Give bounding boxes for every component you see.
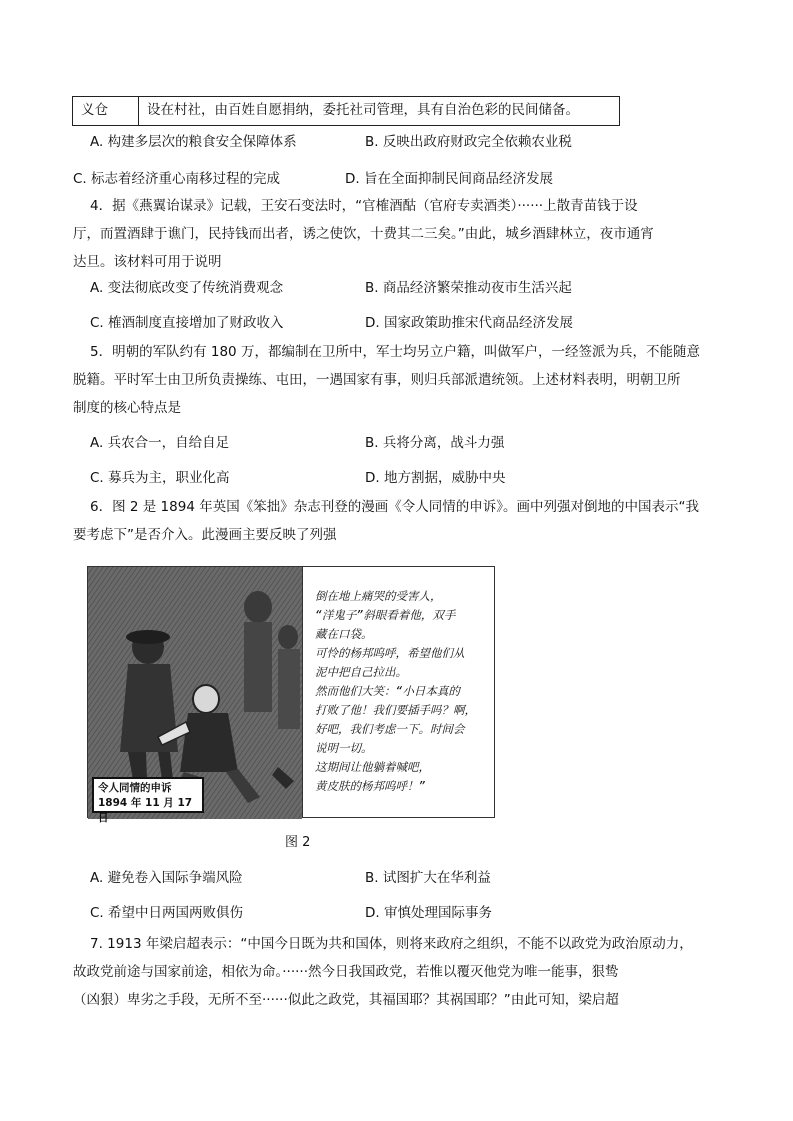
q6-option-b: B. 试图扩大在华利益 (365, 870, 491, 886)
table-desc-cell: 设在村社，由百姓自愿捐纳，委托社司管理，具有自治色彩的民间储备。 (147, 102, 579, 118)
granary-table-row (72, 96, 620, 126)
q3-option-b: B. 反映出政府财政完全依赖农业税 (365, 134, 572, 150)
q6-option-d: D. 审慎处理国际事务 (365, 905, 492, 921)
cartoon-poem-line: 打败了他！我们要插手吗？啊， (315, 703, 476, 717)
q7-stem-line1: 7. 1913 年梁启超表示：“中国今日既为共和国体，则将来政府之组织，不能不以政党为政治原动力， (90, 936, 693, 952)
q3-option-a: A. 构建多层次的粮食安全保障体系 (90, 134, 297, 150)
q5-option-d: D. 地方割据，威胁中央 (365, 470, 506, 486)
q4-stem-line2: 厅，而置酒肆于谯门，民持钱而出者，诱之使饮，十费其二三矣。”由此，城乡酒肆林立，夜市通宵 (73, 226, 654, 242)
cartoon-poem-line: 好吧，我们考虑一下。时间会 (315, 722, 465, 736)
cartoon-poem-line: 黄皮肤的杨邦呜呼！” (315, 779, 426, 793)
q4-stem-line3: 达旦。该材料可用于说明 (73, 254, 222, 270)
figure-label: 图 2 (285, 835, 311, 850)
q3-option-d: D. 旨在全面抑制民间商品经济发展 (345, 171, 553, 187)
cartoon-poem-line: 然而他们大笑：“小日本真的 (315, 684, 460, 698)
table-term-cell: 义仓 (73, 97, 139, 125)
cartoon-caption-date: 1894 年 11 月 17 日 (98, 797, 193, 824)
q4-option-c: C. 榷酒制度直接增加了财政收入 (90, 315, 284, 331)
q5-option-c: C. 募兵为主，职业化高 (90, 470, 230, 486)
q4-option-d: D. 国家政策助推宋代商品经济发展 (365, 315, 573, 331)
cartoon-poem-line: 泥中把自己拉出。 (315, 665, 407, 679)
q5-stem-line2: 脱籍。平时军士由卫所负责操练、屯田，一遇国家有事，则归兵部派遣统领。上述材料表明，明朝卫所 (73, 372, 681, 388)
q6-option-a: A. 避免卷入国际争端风险 (90, 870, 243, 886)
cartoon-illustration (88, 567, 303, 824)
cartoon-caption-box (92, 777, 204, 824)
q5-option-a: A. 兵农合一，自给自足 (90, 435, 230, 451)
q6-stem-line2: 要考虑下”是否介入。此漫画主要反映了列强 (73, 527, 337, 543)
cartoon-poem-line: “洋鬼子”斜眼看着他，双手 (315, 608, 456, 622)
cartoon-poem-line: 可怜的杨邦呜呼，希望他们从 (315, 646, 465, 660)
q3-option-c: C. 标志着经济重心南移过程的完成 (73, 171, 281, 187)
q4-option-b: B. 商品经济繁荣推动夜市生活兴起 (365, 280, 572, 296)
cartoon-poem-line: 倒在地上痛哭的受害人， (315, 589, 442, 603)
q7-stem-line2: 故政党前途与国家前途，相依为命。······然今日我国政党，若惟以覆灭他党为唯一能事，狠鸷 (73, 964, 619, 980)
q5-option-b: B. 兵将分离，战斗力强 (365, 435, 505, 451)
cartoon-figure (87, 566, 495, 824)
q6-option-c: C. 希望中日两国两败俱伤 (90, 905, 244, 921)
cartoon-poem-text (303, 567, 494, 817)
q5-stem-line3: 制度的核心特点是 (73, 400, 181, 416)
cartoon-poem-line: 说明一切。 (315, 741, 373, 755)
q6-stem-line1: 6．图 2 是 1894 年英国《笨拙》杂志刊登的漫画《令人同情的申诉》。画中列强对倒地的中国表示“我 (90, 499, 699, 515)
q5-stem-line1: 5．明朝的军队约有 180 万，都编制在卫所中，军士均另立户籍，叫做军户，一经签派为兵，不能随意 (90, 344, 700, 360)
q7-stem-line3: （凶狠）卑劣之手段，无所不至······似此之政党，其福国耶？其祸国耶？”由此可知，梁启超 (73, 992, 619, 1008)
cartoon-poem-line: 藏在口袋。 (315, 627, 373, 641)
q4-option-a: A. 变法彻底改变了传统消费观念 (90, 280, 284, 296)
q4-stem-line1: 4．据《燕翼诒谋录》记载，王安石变法时，“官榷酒酤（官府专卖酒类）······上散青苗钱于设 (90, 198, 638, 214)
cartoon-caption-title: 令人同情的申诉 (98, 782, 172, 794)
cartoon-poem-line: 这期间让他躺着喊吧， (315, 760, 430, 774)
